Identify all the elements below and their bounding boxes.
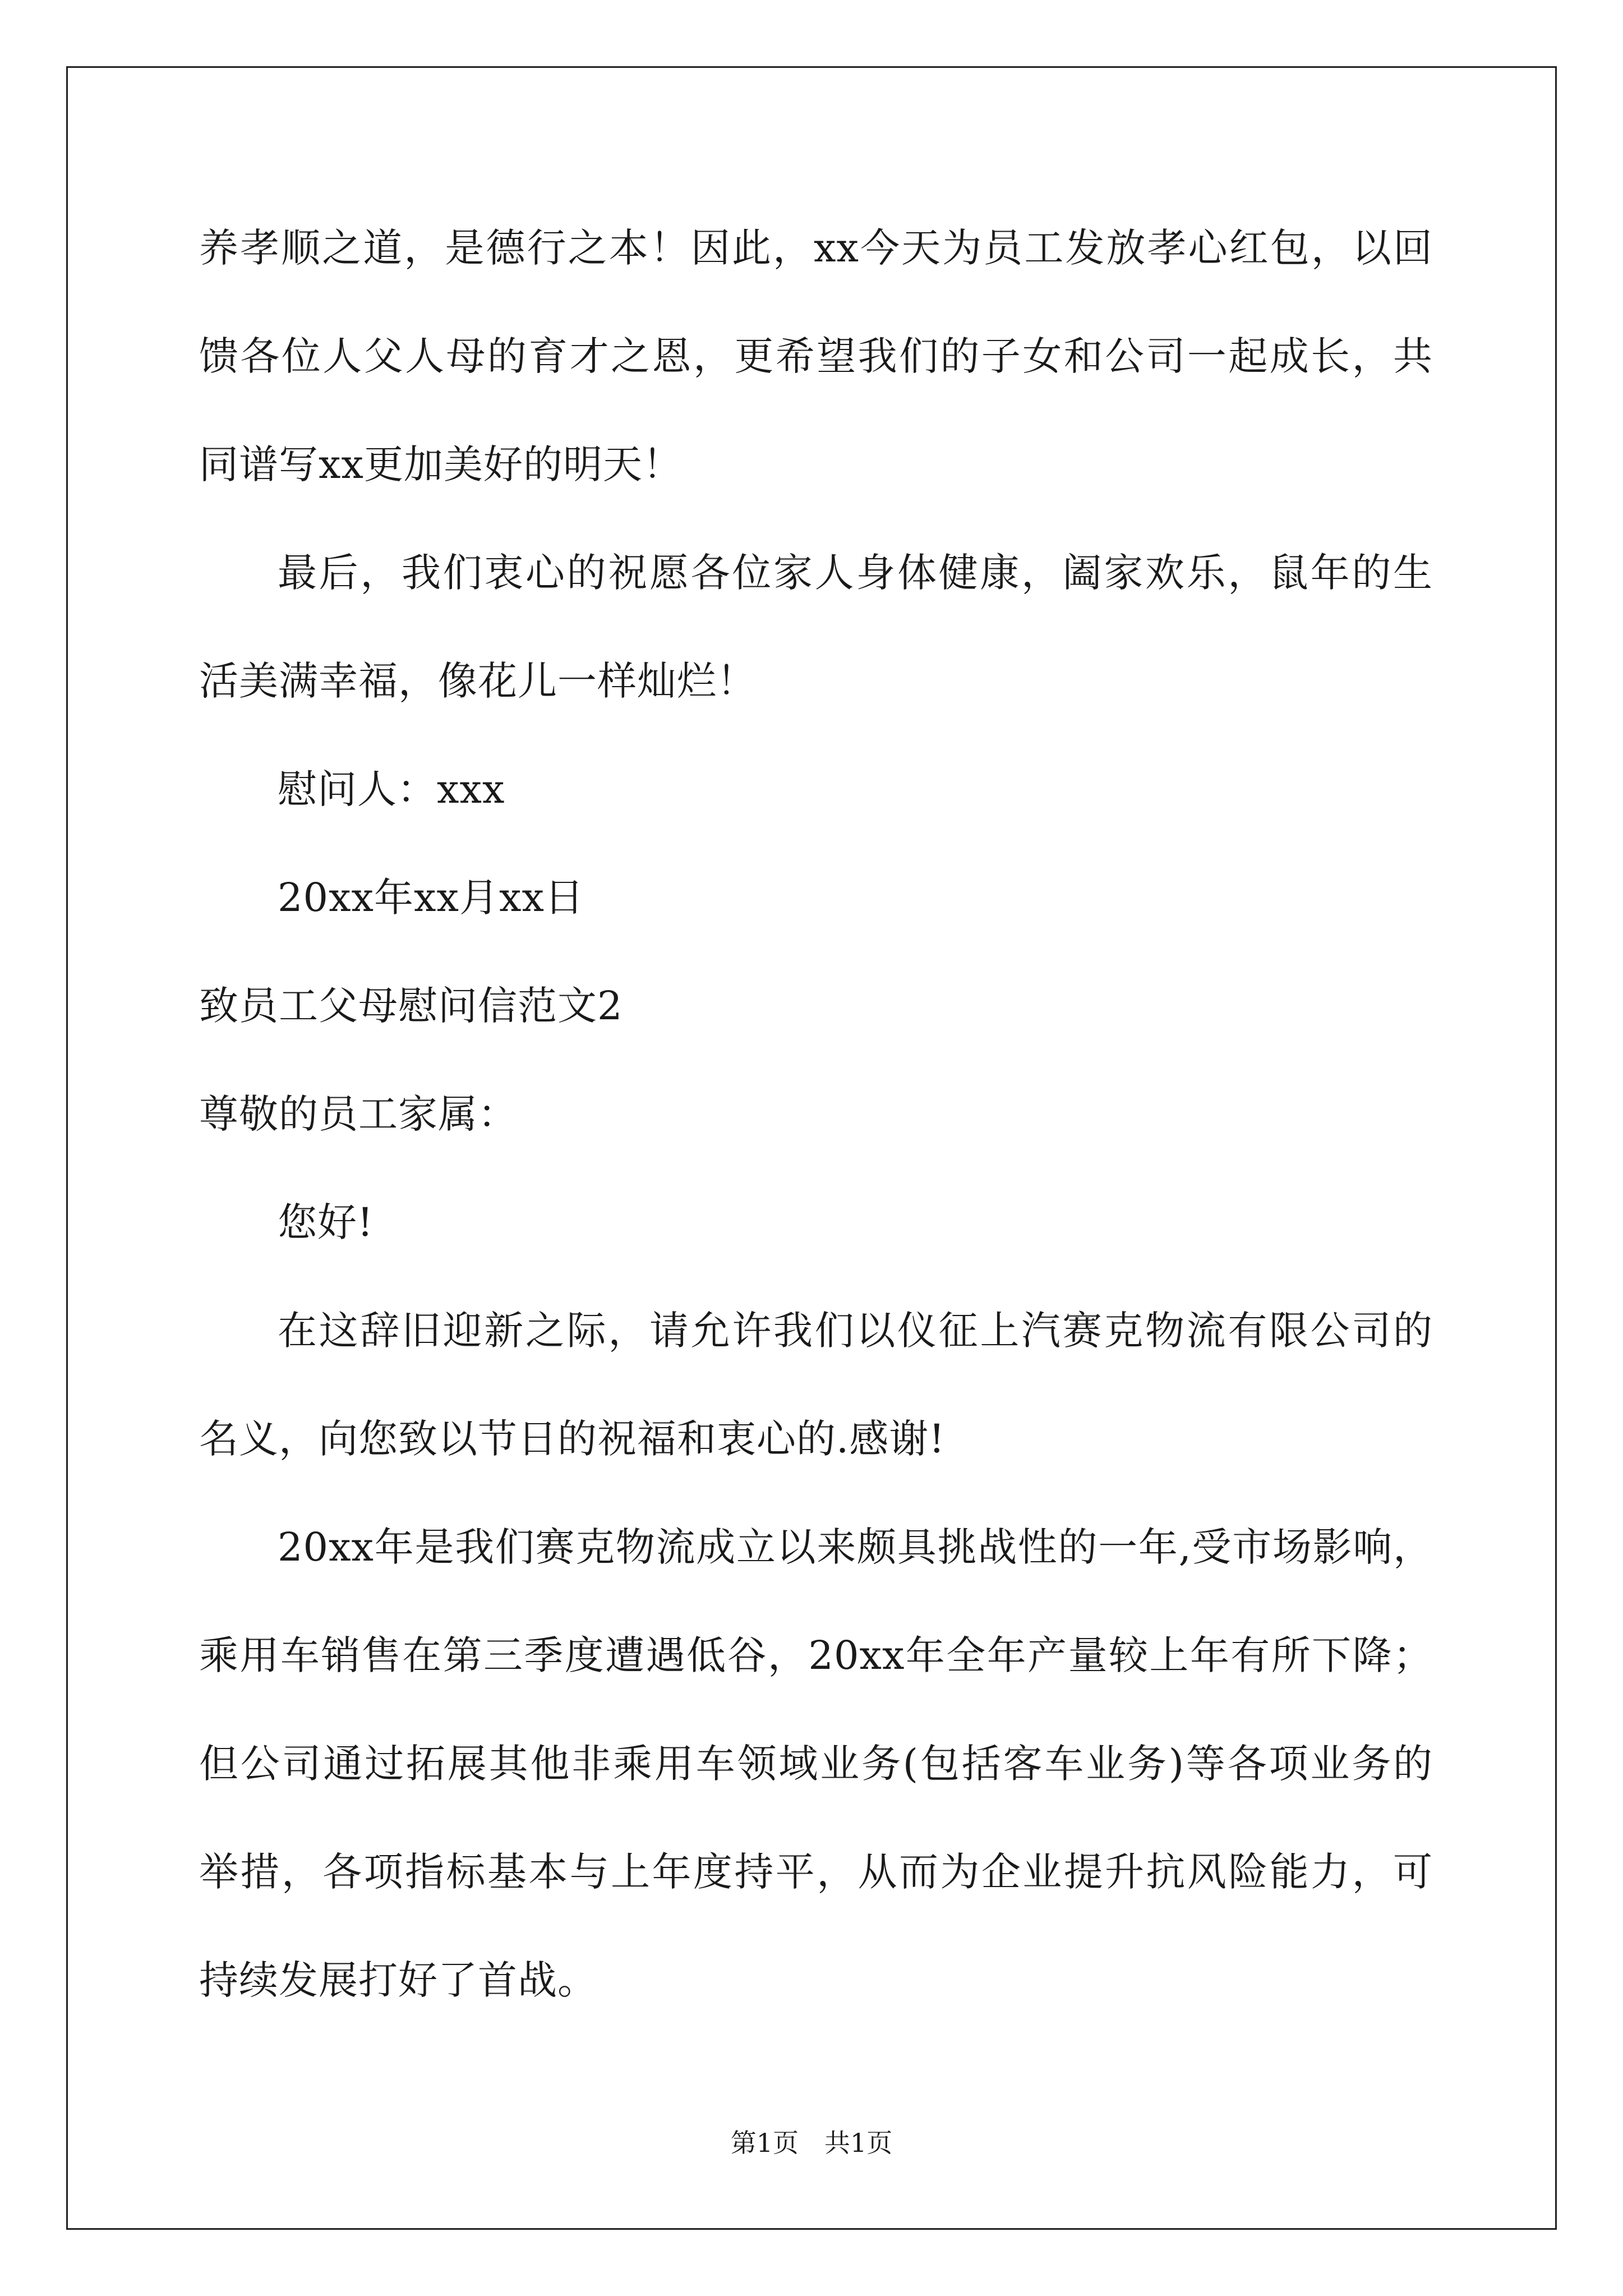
- text-line: 名义，向您致以节日的祝福和衷心的.感谢!: [199, 1416, 946, 1462]
- date-line: 20xx年xx月xx日: [278, 875, 584, 921]
- signatory-line: 慰问人：xxx: [278, 766, 505, 812]
- section-title: 致员工父母慰问信范文2: [199, 983, 623, 1029]
- text-line: 在这辞旧迎新之际，请允许我们以仪征上汽赛克物流有限公司的: [278, 1308, 1433, 1354]
- salutation: 尊敬的员工家属：: [199, 1091, 518, 1137]
- text-line: 活美满幸福，像花儿一样灿烂！: [199, 658, 757, 704]
- text-line: 最后，我们衷心的祝愿各位家人身体健康，阖家欢乐，鼠年的生: [278, 550, 1433, 596]
- greeting: 您好!: [278, 1199, 374, 1245]
- text-line: 20xx年是我们赛克物流成立以来颇具挑战性的一年,受市场影响，: [278, 1524, 1433, 1570]
- text-line: 同谱写xx更加美好的明天！: [199, 441, 683, 487]
- text-line: 馈各位人父人母的育才之恩，更希望我们的子女和公司一起成长，共: [199, 333, 1433, 379]
- text-line: 但公司通过拓展其他非乘用车领域业务(包括客车业务)等各项业务的: [199, 1741, 1433, 1787]
- page-footer: 第1页 共1页: [730, 2128, 893, 2158]
- text-line: 乘用车销售在第三季度遭遇低谷，20xx年全年产量较上年有所下降；: [199, 1632, 1433, 1678]
- text-line: 养孝顺之道，是德行之本！因此，xx今天为员工发放孝心红包，以回: [199, 225, 1433, 271]
- document-body: [199, 208, 1433, 2048]
- text-line: 举措，各项指标基本与上年度持平，从而为企业提升抗风险能力，可: [199, 1849, 1433, 1895]
- text-line: 持续发展打好了首战。: [199, 1957, 597, 2003]
